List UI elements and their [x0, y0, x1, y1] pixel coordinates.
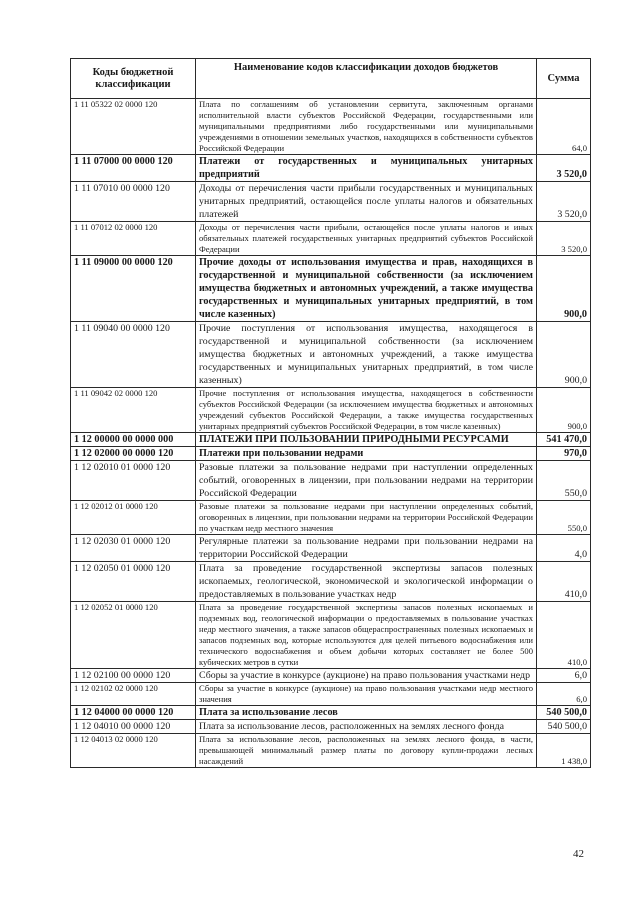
row-code: 1 11 09042 02 0000 120	[71, 388, 196, 433]
row-sum: 3 520,0	[537, 222, 591, 256]
table-row	[71, 562, 591, 602]
row-name: Прочие доходы от использования имущества и прав, находящихся в государственной и муниципальной собственности (за исключением имущества бюджетных и автономных учреждений, а также имущества государственных и муниципальных унитарных предприятий, в том числе казенных)	[196, 256, 537, 322]
row-sum: 900,0	[537, 322, 591, 388]
table-row	[71, 447, 591, 461]
table-row	[71, 602, 591, 669]
table-row	[71, 535, 591, 562]
table-header-row	[71, 59, 591, 99]
row-name: Прочие поступления от использования имущества, находящегося в государственной и муниципальной собственности (за исключением имущества бюджетных и автономных учреждений, а также имущества государственных и муниципальных унитарных предприятий, в том числе казенных)	[196, 322, 537, 388]
table-body	[71, 99, 591, 768]
row-name: Регулярные платежи за пользование недрами при пользовании недрами на территории Российской Федерации	[196, 535, 537, 562]
table-row	[71, 720, 591, 734]
table-row	[71, 388, 591, 433]
row-sum: 6,0	[537, 669, 591, 683]
table-row	[71, 501, 591, 535]
row-code: 1 11 07012 02 0000 120	[71, 222, 196, 256]
row-sum: 540 500,0	[537, 720, 591, 734]
row-sum: 550,0	[537, 501, 591, 535]
row-sum: 410,0	[537, 562, 591, 602]
row-code: 1 11 09040 00 0000 120	[71, 322, 196, 388]
row-code: 1 12 00000 00 0000 000	[71, 433, 196, 447]
row-code: 1 12 02050 01 0000 120	[71, 562, 196, 602]
row-code: 1 12 02012 01 0000 120	[71, 501, 196, 535]
row-code: 1 12 02052 01 0000 120	[71, 602, 196, 669]
table-row	[71, 256, 591, 322]
table-row	[71, 461, 591, 501]
row-name: Прочие поступления от использования имущества, находящегося в собственности субъектов Российской Федерации (за исключением имущества бюджетных и автономных учреждений субъектов Российской Федерации, а также имущества государственных унитарных предприятий субъектов Российской Федерации, в том числе казенных)	[196, 388, 537, 433]
budget-revenue-table	[70, 58, 591, 768]
row-sum: 3 520,0	[537, 182, 591, 222]
row-name: Разовые платежи за пользование недрами при наступлении определенных событий, оговоренных в лицензии, при пользовании недрами на территории Российской Федерации по участкам недр местного значения	[196, 501, 537, 535]
table-row	[71, 222, 591, 256]
row-name: Плата по соглашениям об установлении сервитута, заключенным органами исполнительной власти субъектов Российской Федерации, государственными или муниципальными предприятиями либо государственными или муниципальными учреждениями в отношении земельных участков, находящихся в собственности субъектов Российской Федерации	[196, 99, 537, 155]
row-sum: 1 438,0	[537, 734, 591, 768]
table-row	[71, 322, 591, 388]
row-sum: 900,0	[537, 256, 591, 322]
row-name: Плата за использование лесов, расположенных на землях лесного фонда	[196, 720, 537, 734]
header-name: Наименование кодов классификации доходов бюджетов	[196, 59, 537, 99]
row-name: Сборы за участие в конкурсе (аукционе) на право пользования участками недр местного значения	[196, 683, 537, 706]
table-row	[71, 433, 591, 447]
row-name: Платежи от государственных и муниципальных унитарных предприятий	[196, 155, 537, 182]
table-row	[71, 99, 591, 155]
row-sum: 64,0	[537, 99, 591, 155]
row-code: 1 12 02100 00 0000 120	[71, 669, 196, 683]
page-number: 42	[573, 848, 584, 860]
table-row	[71, 734, 591, 768]
row-code: 1 12 04013 02 0000 120	[71, 734, 196, 768]
row-name: Плата за проведение государственной экспертизы запасов полезных ископаемых и подземных вод, геологической информации о предоставляемых в пользование участках недр местного значения, а также запасов общераспространенных полезных ископаемых и запасов подземных вод, которые используются для целей питьевого водоснабжения или технического водоснабжения и объем добычи которых составляет не более 500 кубических метров в сутки	[196, 602, 537, 669]
table-row	[71, 669, 591, 683]
table-row	[71, 683, 591, 706]
row-sum: 900,0	[537, 388, 591, 433]
row-code: 1 12 02030 01 0000 120	[71, 535, 196, 562]
header-sum: Сумма	[537, 59, 591, 99]
row-sum: 550,0	[537, 461, 591, 501]
row-sum: 4,0	[537, 535, 591, 562]
row-code: 1 11 07000 00 0000 120	[71, 155, 196, 182]
table-row	[71, 182, 591, 222]
row-code: 1 12 04010 00 0000 120	[71, 720, 196, 734]
row-sum: 541 470,0	[537, 433, 591, 447]
table-row	[71, 706, 591, 720]
row-sum: 6,0	[537, 683, 591, 706]
row-sum: 970,0	[537, 447, 591, 461]
row-code: 1 12 02102 02 0000 120	[71, 683, 196, 706]
row-name: Плата за использование лесов, расположенных на землях лесного фонда, в части, превышающей минимальный размер платы по договору купли-продажи лесных насаждений	[196, 734, 537, 768]
table-row	[71, 155, 591, 182]
row-name: Доходы от перечисления части прибыли государственных и муниципальных унитарных предприятий, остающейся после уплаты налогов и обязательных платежей	[196, 182, 537, 222]
row-name: Сборы за участие в конкурсе (аукционе) на право пользования участками недр	[196, 669, 537, 683]
row-code: 1 11 05322 02 0000 120	[71, 99, 196, 155]
row-sum: 3 520,0	[537, 155, 591, 182]
row-name: Доходы от перечисления части прибыли, остающейся после уплаты налогов и иных обязательных платежей государственных унитарных предприятий субъектов Российской Федерации	[196, 222, 537, 256]
row-code: 1 12 02010 01 0000 120	[71, 461, 196, 501]
row-name: Плата за использование лесов	[196, 706, 537, 720]
row-code: 1 11 09000 00 0000 120	[71, 256, 196, 322]
row-sum: 410,0	[537, 602, 591, 669]
row-name: ПЛАТЕЖИ ПРИ ПОЛЬЗОВАНИИ ПРИРОДНЫМИ РЕСУРСАМИ	[196, 433, 537, 447]
row-code: 1 12 04000 00 0000 120	[71, 706, 196, 720]
row-sum: 540 500,0	[537, 706, 591, 720]
budget-revenue-table-sheet	[70, 58, 590, 768]
row-name: Платежи при пользовании недрами	[196, 447, 537, 461]
row-name: Разовые платежи за пользование недрами при наступлении определенных событий, оговоренных в лицензии, при пользовании недрами на территории Российской Федерации	[196, 461, 537, 501]
row-code: 1 12 02000 00 0000 120	[71, 447, 196, 461]
header-code: Коды бюджетной классификации	[71, 59, 196, 99]
row-code: 1 11 07010 00 0000 120	[71, 182, 196, 222]
row-name: Плата за проведение государственной экспертизы запасов полезных ископаемых, геологической, экономической и экологической информации о предоставляемых в пользование участках недр	[196, 562, 537, 602]
